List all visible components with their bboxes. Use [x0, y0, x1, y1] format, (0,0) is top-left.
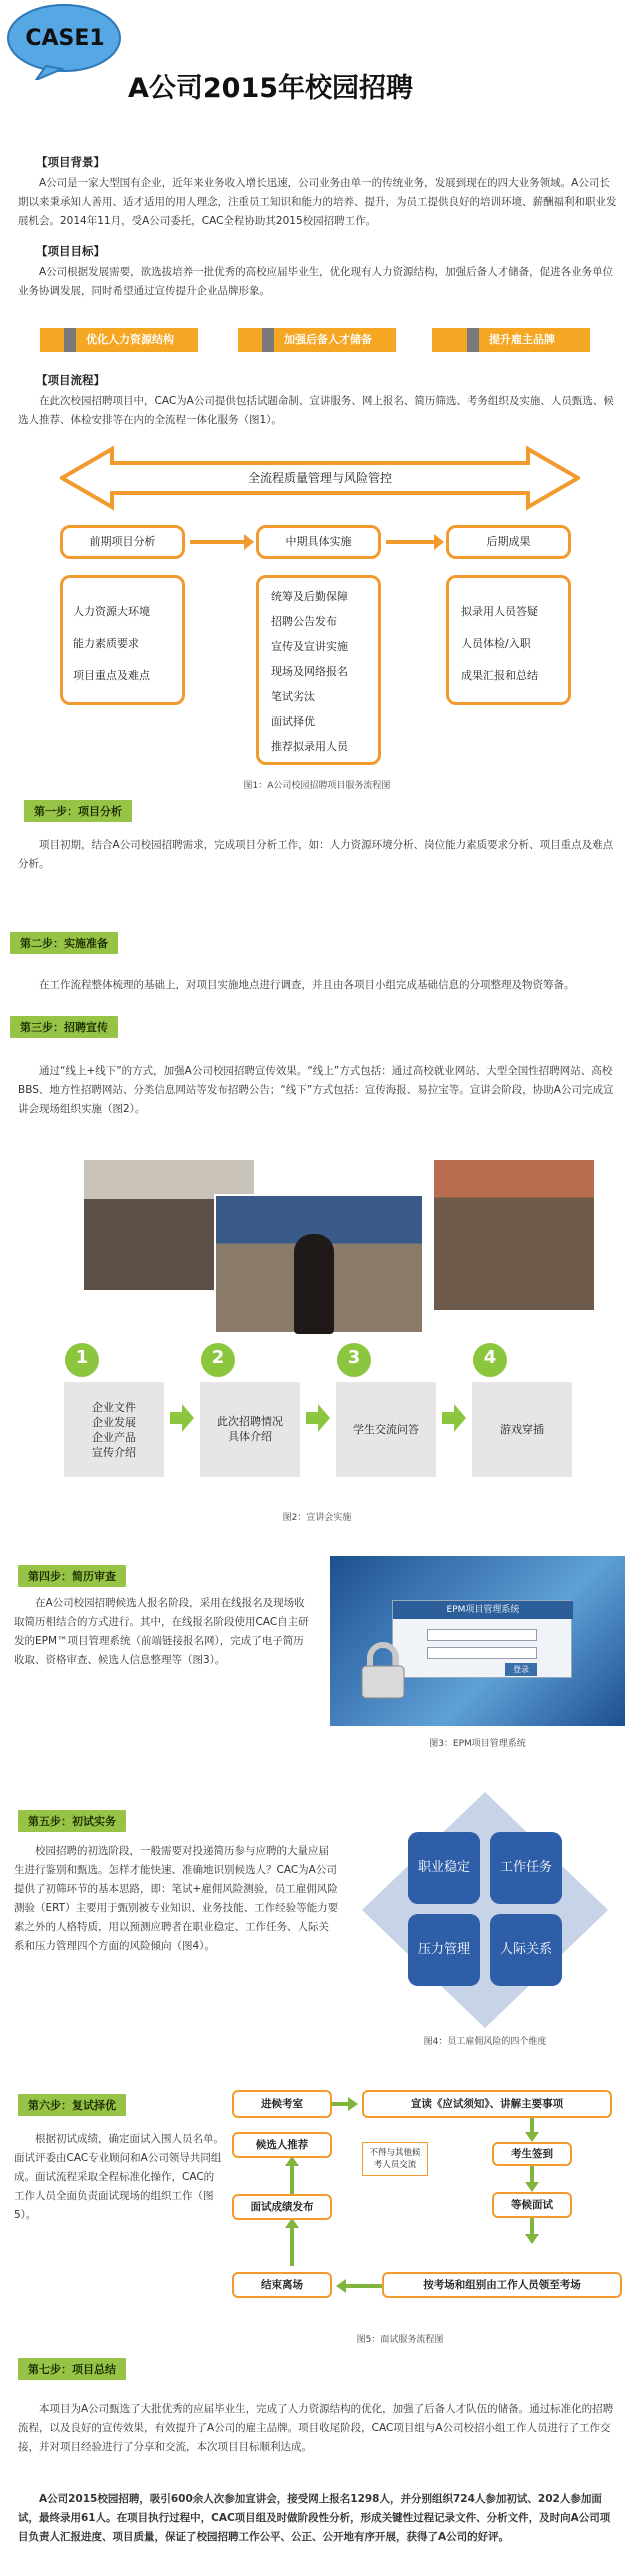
page-title: A公司2015年校园招聘 [128, 73, 414, 104]
figure-4 [360, 1790, 610, 2030]
phase-1-box: 前期项目分析 [60, 525, 185, 559]
final-summary-text: A公司2015校园招聘，吸引600余人次参加宣讲会，接受网上报名1298人，并分别组织724人参加初试、202人参加面试，最终录用61人。在项目执行过程中，CAC项目组及时做阶段性分析，形成关键性过程记录文件、分析文件，及时向A公司项目负责人汇报进度、项目质量，保证了校园招聘工作公平、公正、公开地有序开展，获得了A公司的好评。 [18, 2493, 611, 2543]
figure-1-caption: 图1：A公司校园招聘项目服务流程图 [243, 781, 391, 791]
step-1-label: 第一步：项目分析 [24, 800, 132, 822]
goal-banner-3: 提升雇主品牌 [432, 328, 590, 352]
detail-item: 招聘公告发布 [271, 615, 337, 628]
step-3-text: 通过“线上+线下”的方式，加强A公司校园招聘宣传效果。“线上”方式包括：通过高校就业网站、大型全国性招聘网站、高校BBS、地方性招聘网站、分类信息网站等发布招聘公告；“线下”方式包括：宣传海报、易拉宝等。宣讲会阶段，协助A公司完成宣讲会现场组织实施（图2）。 [18, 1065, 614, 1115]
seminar-step-box-3: 学生交流问答 [336, 1382, 436, 1477]
goal-banner-2: 加强后备人才储备 [238, 328, 396, 352]
flow-note: 不得与其他候考人员交流 [362, 2142, 428, 2176]
arrow-label: 全流程质量管理与风险管控 [247, 471, 392, 485]
risk-box-4: 人际关系 [490, 1914, 562, 1986]
step-2-label: 第二步：实施准备 [10, 932, 118, 954]
detail-item: 笔试劣汰 [271, 690, 315, 703]
background-text: A公司是一家大型国有企业，近年来业务收入增长迅速，公司业务由单一的传统业务，发展到现在的四大业务领域。A公司长期以来秉承知人善用、适才适用的用人理念，注重员工知识和能力的培养、提升，为员工提供良好的培训环境、薪酬福利和职业发展机会。2014年11月，受A公司委托，CAC全程协助其2015校园招聘工作。 [18, 177, 617, 227]
detail-item: 宣传及宣讲实施 [271, 640, 348, 653]
detail-item: 拟录用人员答疑 [461, 605, 538, 618]
detail-item: 推荐拟录用人员 [271, 740, 348, 753]
flow-node-8: 按考场和组别由工作人员领至考场 [382, 2272, 622, 2298]
flow-node-6: 面试成绩发布 [232, 2194, 332, 2220]
flow-heading: 【项目流程】 [36, 373, 105, 387]
flow-node-4: 等候面试 [492, 2192, 572, 2218]
detail-item: 项目重点及难点 [73, 669, 150, 682]
figure-4-caption: 图4：员工雇佣风险的四个维度 [423, 2037, 547, 2047]
detail-item: 人力资源大环境 [73, 605, 150, 618]
detail-item: 成果汇报和总结 [461, 669, 538, 682]
step-number: 3 [347, 1347, 361, 1368]
goal-text: A公司根据发展需要，欲选拔培养一批优秀的高校应届毕业生，优化现有人力资源结构，加强后备人才储备，促进各业务单位业务协调发展，同时希望通过宣传提升企业品牌形象。 [18, 266, 614, 297]
phase-3-details [446, 575, 571, 705]
risk-box-3: 压力管理 [408, 1914, 480, 1986]
step-4-text: 在A公司校园招聘候选人报名阶段，采用在线报名及现场收取简历相结合的方式进行。其中，在线报名阶段使用CAC自主研发的EPM™项目管理系统（前端链接报名网），完成了电子简历收取、资格审查、候选人信息整理等（图3）。 [14, 1597, 309, 1666]
step-7-label: 第七步：项目总结 [18, 2358, 126, 2380]
phase-2-details [256, 575, 381, 765]
figure-5-caption: 图5：面试服务流程图 [356, 2335, 444, 2345]
goal-heading: 【项目目标】 [36, 244, 105, 258]
background-heading: 【项目背景】 [36, 155, 105, 169]
step-4-label: 第四步：简历审查 [18, 1565, 126, 1587]
seminar-photos [84, 1160, 594, 1340]
seminar-step-box-1: 企业文件 企业发展 企业产品 宣传介绍 [64, 1382, 164, 1477]
figure-2 [60, 1342, 580, 1502]
phase-2-box: 中期具体实施 [256, 525, 381, 559]
password-field[interactable] [427, 1647, 537, 1659]
speaker-figure [294, 1234, 334, 1334]
step-5-label: 第五步：初试实务 [18, 1810, 126, 1832]
seminar-step-box-2: 此次招聘情况 具体介绍 [200, 1382, 300, 1477]
step-1-text: 项目初期，结合A公司校园招聘需求，完成项目分析工作，如：人力资源环境分析、岗位能力素质要求分析、项目重点及难点分析。 [18, 839, 614, 870]
epm-window [392, 1600, 572, 1678]
detail-item: 能力素质要求 [73, 637, 139, 650]
flow-node-1: 进候考室 [232, 2090, 332, 2118]
risk-box-1: 职业稳定 [408, 1832, 480, 1904]
step-6-text: 根据初试成绩，确定面试入围人员名单。面试评委由CAC专业顾问和A公司领导共同组成。面试流程采取全程标准化操作，CAC的工作人员全面负责面试现场的组织工作（图5）。 [14, 2133, 224, 2221]
step-number: 1 [75, 1347, 89, 1368]
phase-arrows-icon [60, 529, 580, 559]
step-number: 4 [483, 1347, 497, 1368]
detail-item: 面试择优 [271, 715, 315, 728]
students-photo [434, 1160, 594, 1310]
figure-5 [232, 2086, 627, 2326]
flow-text: 在此次校园招聘项目中，CAC为A公司提供包括试题命制、宣讲服务、网上报名、简历筛选、考务组织及实施、人员甄选、候选人推荐、体检安排等在内的全流程一体化服务（图1）。 [18, 395, 614, 426]
padlock-icon [358, 1642, 408, 1702]
diamond-background-icon [360, 1790, 610, 2030]
goal-banner-1: 优化人力资源结构 [40, 328, 198, 352]
step-2-text: 在工作流程整体梳理的基础上，对项目实施地点进行调查，并且由各项目小组完成基础信息的分项整理及物资筹备。 [39, 979, 575, 991]
case-badge [6, 2, 124, 80]
figure-3-caption: 图3：EPM项目管理系统 [429, 1739, 526, 1749]
phase-1-details [60, 575, 185, 705]
detail-item: 现场及网络报名 [271, 665, 348, 678]
risk-box-2: 工作任务 [490, 1832, 562, 1904]
step-6-label: 第六步：复试择优 [18, 2094, 126, 2116]
flow-node-7: 结束离场 [232, 2272, 332, 2298]
step-number: 2 [211, 1347, 225, 1368]
step-7-text: 本项目为A公司甄选了大批优秀的应届毕业生，完成了人力资源结构的优化，加强了后备人才队伍的储备。通过标准化的招聘流程，以及良好的宣传效果，有效提升了A公司的雇主品牌。项目收尾阶段，CAC项目组与A公司校招小组工作人员进行了工作交接，并对项目经验进行了分享和交流，本次项目目标顺利达成。 [18, 2403, 614, 2453]
figure-2-caption: 图2：宣讲会实施 [282, 1513, 352, 1523]
speaker-photo [214, 1194, 424, 1334]
detail-item: 人员体检/入职 [461, 637, 531, 650]
seminar-step-box-4: 游戏穿插 [472, 1382, 572, 1477]
step-3-label: 第三步：招聘宣传 [10, 1016, 118, 1038]
step-5-text: 校园招聘的初选阶段，一般需要对投递简历参与应聘的大量应届生进行鉴别和甄选。怎样才能快速、准确地识别候选人？CAC为A公司提供了初筛环节的基本思路，即：笔试+雇佣风险测验，员工雇佣风险测验（ERT）主要用于甄别被专业知识、业务技能、工作经验等能力要素之外的人格特质，用以预测应聘者在职业稳定、工作任务、人际关系和压力管理四个方面的风险倾向（图4）。 [14, 1845, 339, 1952]
username-field[interactable] [427, 1629, 537, 1641]
flow-node-3: 考生签到 [492, 2142, 572, 2166]
epm-window-title: EPM项目管理系统 [393, 1601, 573, 1619]
phase-3-box: 后期成果 [446, 525, 571, 559]
login-button[interactable]: 登录 [505, 1663, 537, 1676]
case-label: CASE1 [25, 26, 105, 51]
figure-1 [60, 445, 580, 775]
flow-node-2: 宣读《应试须知》、讲解主要事项 [362, 2090, 612, 2118]
flow-node-5: 候选人推荐 [232, 2132, 332, 2158]
detail-item: 统筹及后勤保障 [271, 590, 348, 603]
epm-screenshot [330, 1556, 625, 1726]
